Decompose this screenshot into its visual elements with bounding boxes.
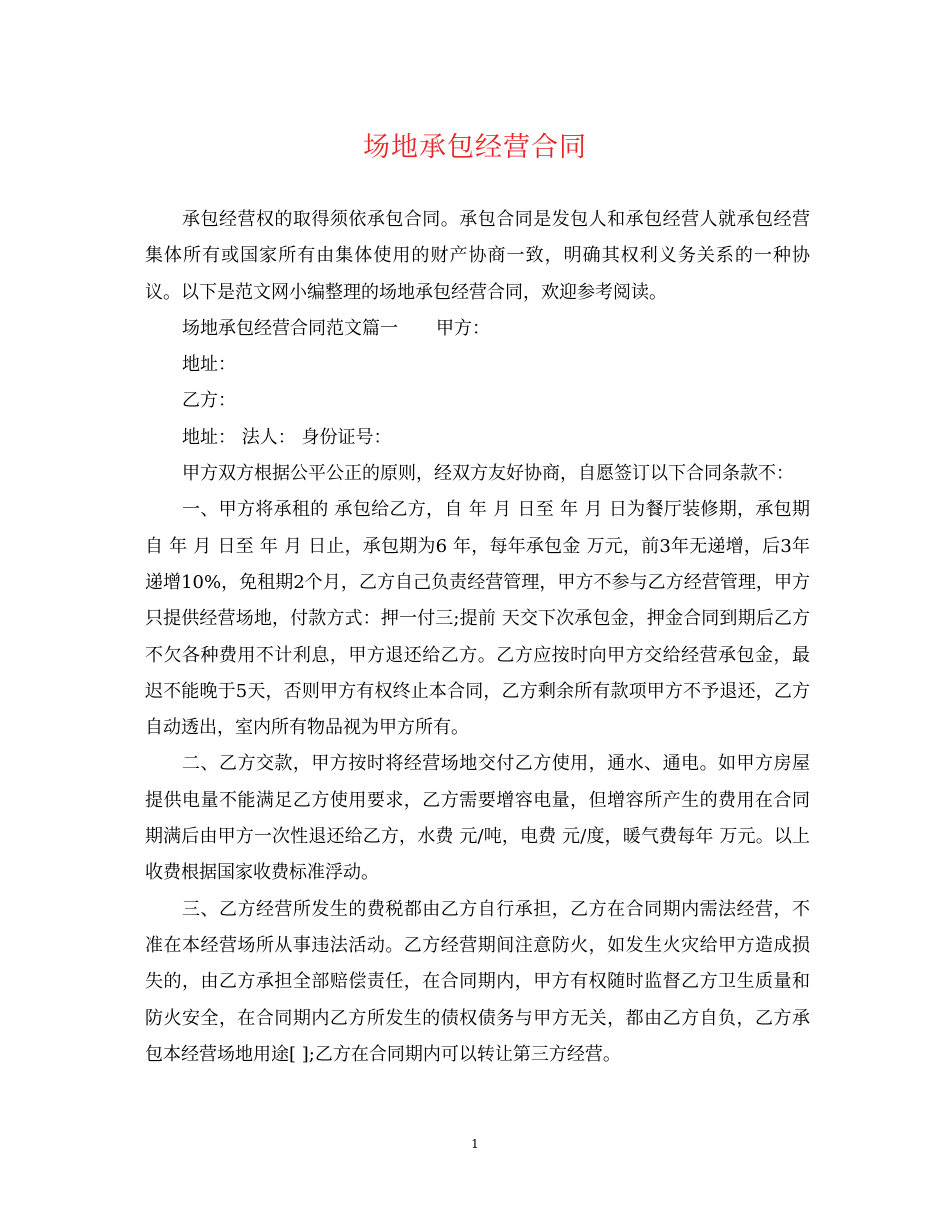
intro-paragraph: 承包经营权的取得须依承包合同。承包合同是发包人和承包经营人就承包经营集体所有或国家所有由集体使用的财产协商一致，明确其权利义务关系的一种协议。以下是范文网小编整理的场地承包经营合同，欢迎参考阅读。 <box>145 209 810 303</box>
party-a-label: 甲方： <box>436 317 490 339</box>
document-body <box>145 202 810 1073</box>
document-title: 场地承包经营合同 <box>363 132 587 163</box>
clause-1-paragraph: 一、甲方将承租的 承包给乙方，自 年 月 日至 年 月 日为餐厅装修期，承包期自 年 月 日至 年 月 日止，承包期为6 年，每年承包金 万元，前3年无递增，后3年递增10%，免租期2个月，乙方自己负责经营管理，甲方不参与乙方经营管理，甲方只提供经营场地，付款方式：押一付三;提前 天交下次承包金，押金合同到期后乙方不欠各种费用不计利息，甲方退还给乙方。乙方应按时向甲方交给经营承包金，最迟不能晚于5天，否则甲方有权终止本合同，乙方剩余所有款项甲方不予退还，乙方自动透出，室内所有物品视为甲方所有。 <box>145 499 810 739</box>
sample-heading: 场地承包经营合同范文篇一 <box>182 317 398 339</box>
party-b-label: 乙方： <box>182 390 236 412</box>
page-number: 1 <box>471 1137 479 1151</box>
clause-3-paragraph: 三、乙方经营所发生的费税都由乙方自行承担，乙方在合同期内需法经营，不准在本经营场所从事违法活动。乙方经营期间注意防火，如发生火灾给甲方造成损失的，由乙方承担全部赔偿责任，在合同期内，甲方有权随时监督乙方卫生质量和防火安全，在合同期内乙方所发生的债权债务与甲方无关，都由乙方自负，乙方承包本经营场地用途[ ];乙方在合同期内可以转让第三方经营。 <box>145 898 810 1065</box>
address-label: 地址： <box>182 354 236 376</box>
address-line-2: 地址： 法人： 身份证号： <box>182 426 392 448</box>
clause-2-paragraph: 二、乙方交款，甲方按时将经营场地交付乙方使用，通水、通电。如甲方房屋提供电量不能满足乙方使用要求，乙方需要增容电量，但增容所产生的费用在合同期满后由甲方一次性退还给乙方，水费 元/吨，电费 元/度，暖气费每年 万元。以上收费根据国家收费标准浮动。 <box>145 753 810 884</box>
preamble-paragraph: 甲方双方根据公平公正的原则，经双方友好协商，自愿签订以下合同条款不： <box>182 463 794 485</box>
sample-heading-line <box>145 311 810 347</box>
